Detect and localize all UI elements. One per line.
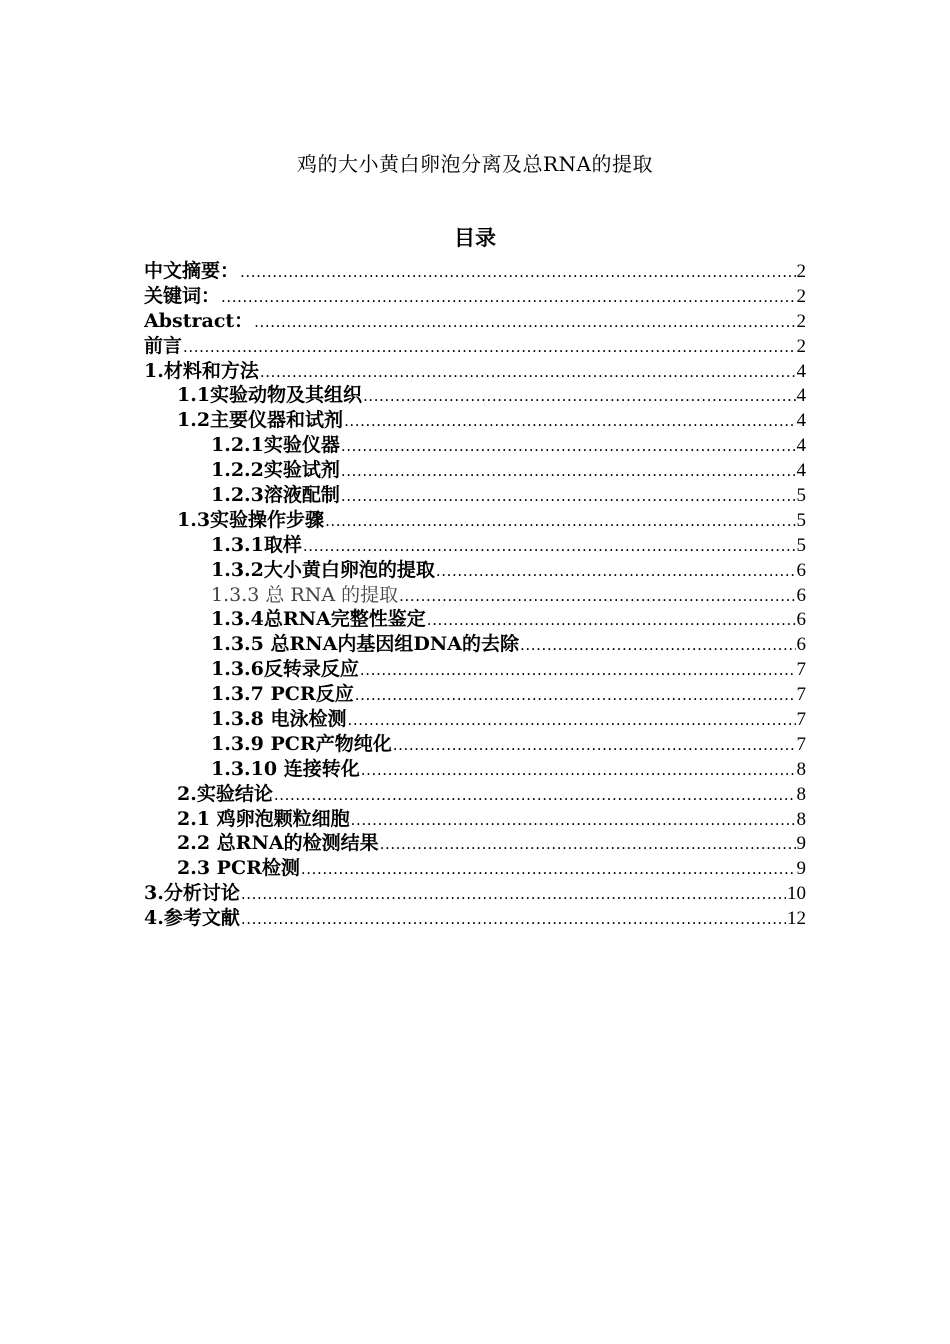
document-title: 鸡的大小黄白卵泡分离及总RNA的提取 — [296, 152, 653, 176]
dot-leader — [520, 633, 796, 657]
toc-entry[interactable] — [144, 782, 806, 807]
dot-leader — [380, 832, 796, 856]
toc-entry-page: 2 — [796, 335, 806, 357]
dot-leader — [436, 559, 796, 583]
toc-entry[interactable] — [144, 707, 806, 732]
toc-entry[interactable] — [144, 807, 806, 832]
toc-entry-label: 1.3.4总RNA完整性鉴定 — [211, 608, 426, 631]
toc-entry-label: 1.3.2大小黄白卵泡的提取 — [211, 558, 435, 581]
toc-entry[interactable] — [144, 757, 806, 782]
toc-entry-page: 6 — [796, 584, 806, 606]
toc-entry-label: 1.2主要仪器和试剂 — [177, 409, 344, 432]
toc-entry[interactable] — [144, 284, 806, 309]
toc-entry-page: 4 — [796, 410, 806, 432]
toc-entry[interactable] — [144, 259, 806, 284]
toc-entry[interactable] — [144, 334, 806, 359]
toc-entry[interactable] — [144, 657, 806, 682]
toc-entry-page: 5 — [796, 509, 806, 531]
toc-entry-label: 3.分析讨论 — [144, 882, 240, 905]
dot-leader — [363, 384, 795, 408]
toc-entry-page: 12 — [787, 908, 806, 930]
toc-entry-page: 8 — [796, 808, 806, 830]
toc-entry[interactable] — [144, 831, 806, 856]
dot-leader — [341, 484, 796, 508]
toc-entry-page: 9 — [796, 858, 806, 880]
dot-leader — [183, 335, 795, 359]
toc-entry-page: 7 — [796, 659, 806, 681]
dot-leader — [241, 907, 786, 931]
toc-entry-page: 2 — [796, 261, 806, 282]
toc-entry-page: 8 — [796, 783, 806, 805]
toc-entry-page: 5 — [796, 485, 806, 507]
toc-entry[interactable] — [144, 682, 806, 707]
toc-entry-label: 1.1实验动物及其组织 — [177, 384, 363, 407]
toc-entry-label: 1.3.3 总 RNA 的提取 — [211, 583, 399, 606]
toc-entry-page: 6 — [796, 559, 806, 581]
toc-entry-page: 7 — [796, 709, 806, 731]
toc-entry-label: 1.3.10 连接转化 — [211, 757, 360, 780]
dot-leader — [221, 285, 795, 309]
toc-entry-label: Abstract： — [144, 309, 254, 332]
toc-entry-label: 1.3.8 电泳检测 — [211, 708, 347, 731]
toc-entry[interactable] — [144, 533, 806, 558]
toc-entry[interactable] — [144, 408, 806, 433]
toc-entry-page: 4 — [796, 360, 806, 382]
dot-leader — [254, 310, 795, 334]
dot-leader — [360, 658, 796, 682]
toc-entry[interactable] — [144, 359, 806, 384]
toc-entry-label: 1.3.9 PCR产物纯化 — [211, 732, 392, 755]
dot-leader — [351, 808, 796, 832]
dot-leader — [325, 509, 795, 533]
toc-entry[interactable] — [144, 458, 806, 483]
dot-leader — [341, 459, 796, 483]
toc-entry[interactable] — [144, 632, 806, 657]
dot-leader — [348, 708, 796, 732]
toc-entry-label: 1.3.5 总RNA内基因组DNA的去除 — [211, 633, 519, 656]
toc-entry-page: 4 — [796, 385, 806, 407]
toc-entry-label: 1.材料和方法 — [144, 359, 259, 382]
toc-entry-page: 8 — [796, 758, 806, 780]
toc-entry[interactable] — [144, 856, 806, 881]
dot-leader — [260, 360, 796, 384]
toc-entry-page: 9 — [796, 833, 806, 855]
dot-leader — [341, 434, 796, 458]
toc-entry-label: 1.2.1实验仪器 — [211, 434, 340, 457]
toc-entry-page: 4 — [796, 460, 806, 482]
toc-entry[interactable] — [144, 583, 806, 608]
toc-entry[interactable] — [144, 508, 806, 533]
table-of-contents — [144, 259, 806, 931]
toc-entry-label: 2.1 鸡卵泡颗粒细胞 — [177, 807, 350, 830]
toc-entry[interactable] — [144, 607, 806, 632]
toc-entry-label: 2.实验结论 — [177, 782, 273, 805]
toc-entry[interactable] — [144, 309, 806, 334]
toc-entry-label: 2.3 PCR检测 — [177, 857, 300, 880]
dot-leader — [393, 733, 796, 757]
dot-leader — [427, 608, 796, 632]
toc-entry-page: 7 — [796, 684, 806, 706]
toc-entry-page: 6 — [796, 609, 806, 631]
toc-entry-label: 1.3.7 PCR反应 — [211, 683, 354, 706]
toc-entry[interactable] — [144, 732, 806, 757]
toc-entry-label: 前言 — [144, 334, 183, 357]
toc-entry-label: 1.2.2实验试剂 — [211, 459, 340, 482]
toc-entry-label: 1.3.6反转录反应 — [211, 658, 359, 681]
toc-entry-page: 6 — [796, 634, 806, 656]
toc-entry-label: 2.2 总RNA的检测结果 — [177, 832, 379, 855]
toc-entry[interactable] — [144, 433, 806, 458]
dot-leader — [274, 783, 796, 807]
dot-leader — [344, 409, 795, 433]
toc-entry-label: 1.3实验操作步骤 — [177, 508, 325, 531]
dot-leader — [355, 683, 796, 707]
dot-leader — [361, 758, 796, 782]
toc-entry[interactable] — [144, 483, 806, 508]
toc-entry-page: 4 — [796, 435, 806, 457]
toc-entry-page: 10 — [787, 883, 806, 905]
toc-entry[interactable] — [144, 558, 806, 583]
dot-leader — [399, 584, 795, 608]
toc-entry-label: 1.3.1取样 — [211, 533, 302, 556]
toc-entry-page: 7 — [796, 733, 806, 755]
dot-leader — [241, 882, 786, 906]
toc-entry-label: 中文摘要： — [144, 260, 240, 282]
toc-entry-page: 5 — [796, 534, 806, 556]
toc-entry-page: 2 — [796, 285, 806, 307]
dot-leader — [301, 857, 796, 881]
toc-entry[interactable] — [144, 881, 806, 906]
toc-entry-label: 1.2.3溶液配制 — [211, 484, 340, 507]
toc-entry-label: 4.参考文献 — [144, 907, 240, 930]
dot-leader — [303, 534, 796, 558]
toc-entry-page: 2 — [796, 310, 806, 332]
dot-leader — [240, 260, 795, 284]
toc-heading: 目录 — [454, 225, 496, 250]
toc-entry-label: 关键词： — [144, 284, 221, 307]
toc-entry[interactable] — [144, 906, 806, 931]
toc-entry[interactable] — [144, 383, 806, 408]
